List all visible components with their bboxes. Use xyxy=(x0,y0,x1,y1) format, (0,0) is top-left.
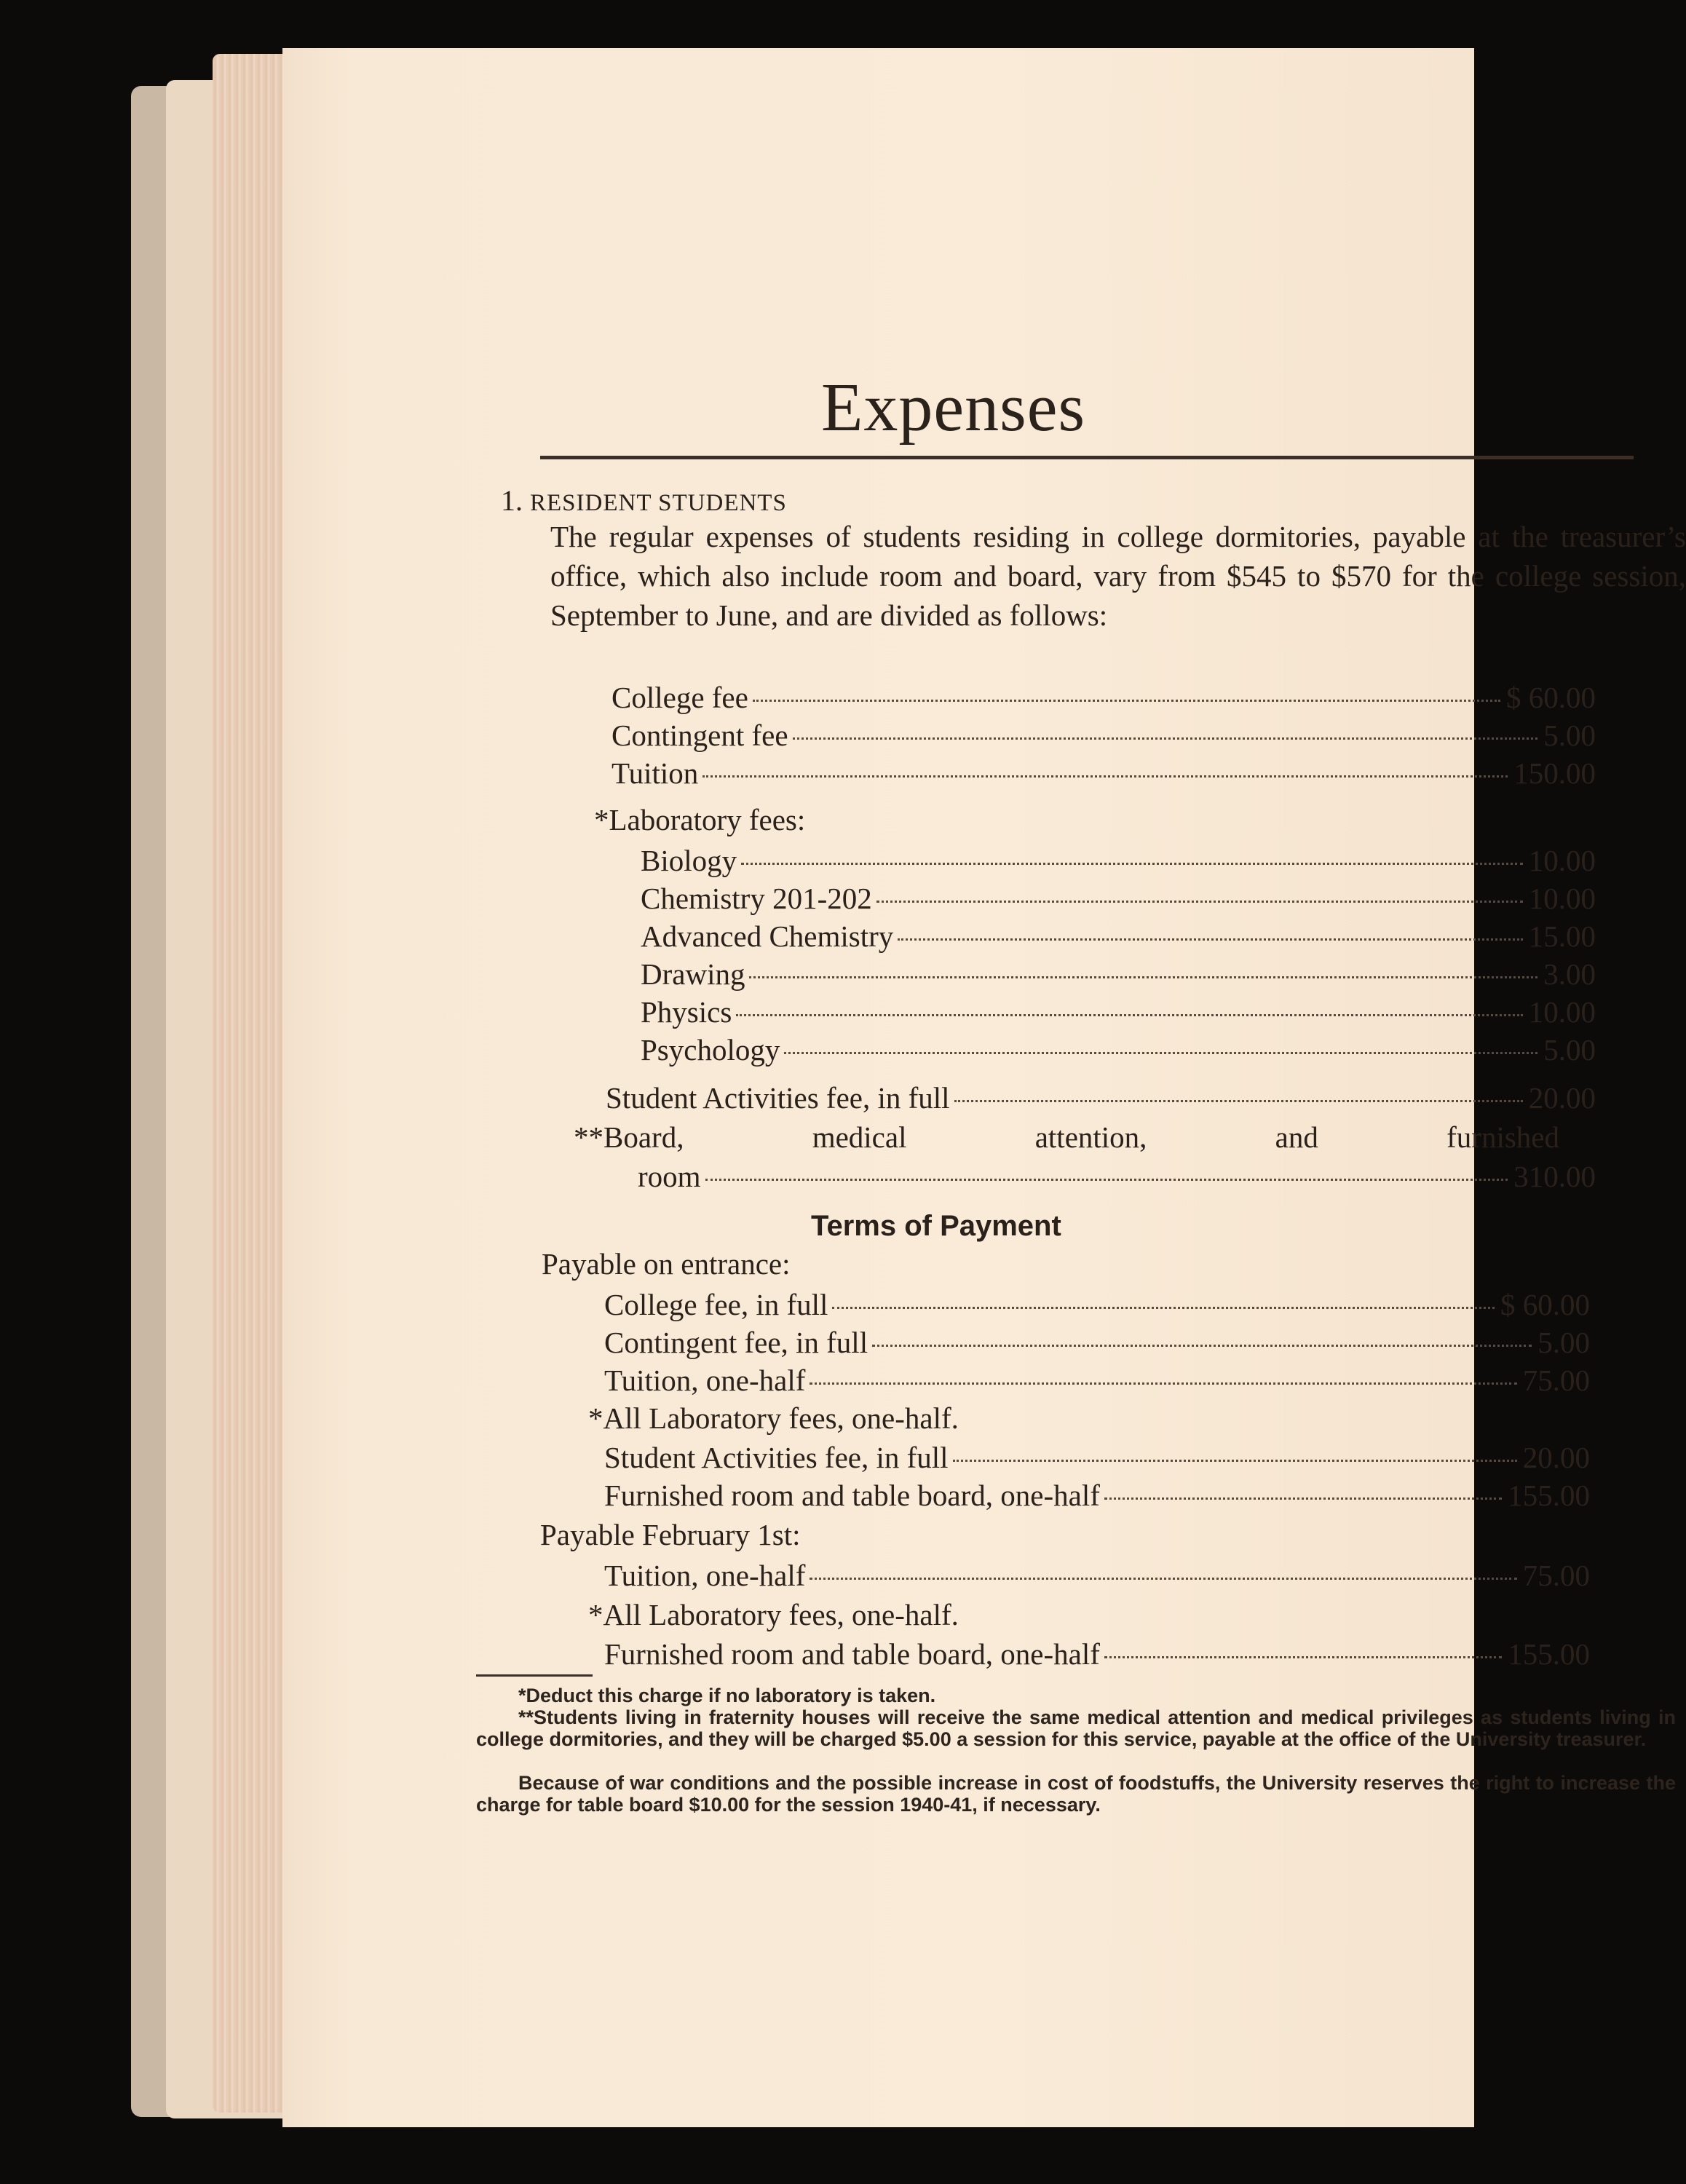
lab-fee-amount: 10.00 xyxy=(1528,995,1596,1029)
leader-dots xyxy=(872,1345,1532,1347)
lab-fee-label: Advanced Chemistry xyxy=(641,919,894,953)
february-heading: Payable February 1st: xyxy=(540,1518,801,1551)
entrance-row xyxy=(604,1363,1590,1398)
february-label: Furnished room and table board, one-half xyxy=(604,1637,1100,1671)
intro-paragraph: The regular expenses of students residing in college dormitories, payable at the treasurer’s office, which also include room and board, vary from $545 to $570 for the college session, September to June, and are divided as follows: xyxy=(550,520,1686,632)
leader-dots xyxy=(793,737,1538,740)
board-label-line2: room xyxy=(638,1160,701,1193)
fee-amount: $ 60.00 xyxy=(1506,681,1596,714)
february-lab-note: *All Laboratory fees, one-half. xyxy=(588,1598,959,1631)
section-label: RESIDENT STUDENTS xyxy=(530,490,787,516)
leader-dots xyxy=(753,700,1500,702)
leader-dots xyxy=(784,1052,1537,1054)
fee-amount: 150.00 xyxy=(1513,756,1596,790)
lab-fee-label: Psychology xyxy=(641,1033,780,1067)
leader-dots xyxy=(954,1100,1523,1102)
entrance-label: Student Activities fee, in full xyxy=(604,1441,949,1474)
page-title: Expenses xyxy=(821,370,1086,446)
footnote-2: **Students living in fraternity houses will receive the same medical attention and medical privileges as students living in college dormitories, and they will be charged $5.00 a session for this service, payable at the office of the University treasurer. xyxy=(476,1706,1676,1750)
entrance-row xyxy=(604,1287,1590,1322)
leader-dots xyxy=(749,976,1537,978)
lab-fee-amount: 10.00 xyxy=(1528,844,1596,877)
entrance-heading: Payable on entrance: xyxy=(542,1247,791,1281)
lab-fee-row xyxy=(641,881,1596,916)
leader-dots xyxy=(810,1382,1516,1385)
entrance-amount: 155.00 xyxy=(1508,1479,1590,1512)
leader-dots xyxy=(1104,1656,1502,1658)
leader-dots xyxy=(1104,1497,1502,1500)
fee-label: College fee xyxy=(612,681,748,714)
terms-heading: Terms of Payment xyxy=(811,1210,1061,1242)
leader-dots xyxy=(953,1460,1517,1462)
entrance-row xyxy=(604,1440,1590,1475)
lab-fee-row xyxy=(641,957,1596,992)
lab-fee-amount: 10.00 xyxy=(1528,882,1596,915)
lab-fee-row xyxy=(641,843,1596,878)
lab-fee-label: Physics xyxy=(641,995,732,1029)
lab-fees-heading: *Laboratory fees: xyxy=(594,803,806,836)
entrance-amount: 20.00 xyxy=(1522,1441,1590,1474)
entrance-label: College fee, in full xyxy=(604,1288,828,1321)
entrance-amount: $ 60.00 xyxy=(1500,1288,1590,1321)
lab-fee-label: Biology xyxy=(641,844,737,877)
catalog-page xyxy=(282,48,1686,2127)
fee-amount: 5.00 xyxy=(1543,719,1596,752)
lab-fee-amount: 5.00 xyxy=(1543,1033,1596,1067)
section-heading xyxy=(501,483,787,518)
lab-fee-row xyxy=(641,1032,1596,1067)
activities-fee-amount: 20.00 xyxy=(1528,1081,1596,1115)
february-label: Tuition, one-half xyxy=(604,1559,806,1592)
title-rule xyxy=(540,456,1634,459)
footnote-3: Because of war conditions and the possible increase in cost of foodstuffs, the University reserves the right to increase the charge for table board $10.00 for the session 1940-41, if necessary. xyxy=(476,1772,1676,1816)
board-fee-amount: 310.00 xyxy=(1513,1160,1596,1193)
leader-dots xyxy=(810,1578,1516,1580)
section-number: 1. xyxy=(501,484,523,517)
lab-fee-amount: 15.00 xyxy=(1528,919,1596,953)
leader-dots xyxy=(705,1179,1508,1181)
lab-fee-amount: 3.00 xyxy=(1543,957,1596,991)
leader-dots xyxy=(736,1014,1522,1016)
entrance-label: Furnished room and table board, one-half xyxy=(604,1479,1100,1512)
fee-label: Tuition xyxy=(612,756,699,790)
activities-fee-row xyxy=(606,1080,1596,1115)
lab-fee-row xyxy=(641,919,1596,954)
february-amount: 155.00 xyxy=(1508,1637,1590,1671)
fee-row xyxy=(612,718,1596,753)
fee-row xyxy=(612,756,1596,791)
lab-fee-label: Chemistry 201-202 xyxy=(641,882,872,915)
entrance-label: Tuition, one-half xyxy=(604,1364,806,1397)
leader-dots xyxy=(741,863,1523,865)
lab-fee-row xyxy=(641,994,1596,1029)
footnote-rule xyxy=(476,1674,593,1677)
entrance-lab-note: *All Laboratory fees, one-half. xyxy=(588,1401,959,1435)
leader-dots xyxy=(898,938,1522,941)
fee-row xyxy=(612,680,1596,715)
leader-dots xyxy=(832,1307,1495,1309)
entrance-label: Contingent fee, in full xyxy=(604,1326,868,1359)
board-label-line1: **Board, medical attention, and furnished xyxy=(574,1120,1559,1154)
entrance-amount: 75.00 xyxy=(1522,1364,1590,1397)
activities-fee-label: Student Activities fee, in full xyxy=(606,1081,950,1115)
entrance-row xyxy=(604,1478,1590,1513)
footnote-1: *Deduct this charge if no laboratory is taken. xyxy=(518,1685,936,1706)
entrance-amount: 5.00 xyxy=(1537,1326,1590,1359)
february-row xyxy=(604,1558,1590,1593)
leader-dots xyxy=(702,775,1508,778)
fee-label: Contingent fee xyxy=(612,719,788,752)
board-fee-row xyxy=(638,1159,1596,1194)
february-row xyxy=(604,1637,1590,1671)
leader-dots xyxy=(876,901,1523,903)
february-amount: 75.00 xyxy=(1522,1559,1590,1592)
lab-fee-label: Drawing xyxy=(641,957,745,991)
entrance-row xyxy=(604,1325,1590,1360)
